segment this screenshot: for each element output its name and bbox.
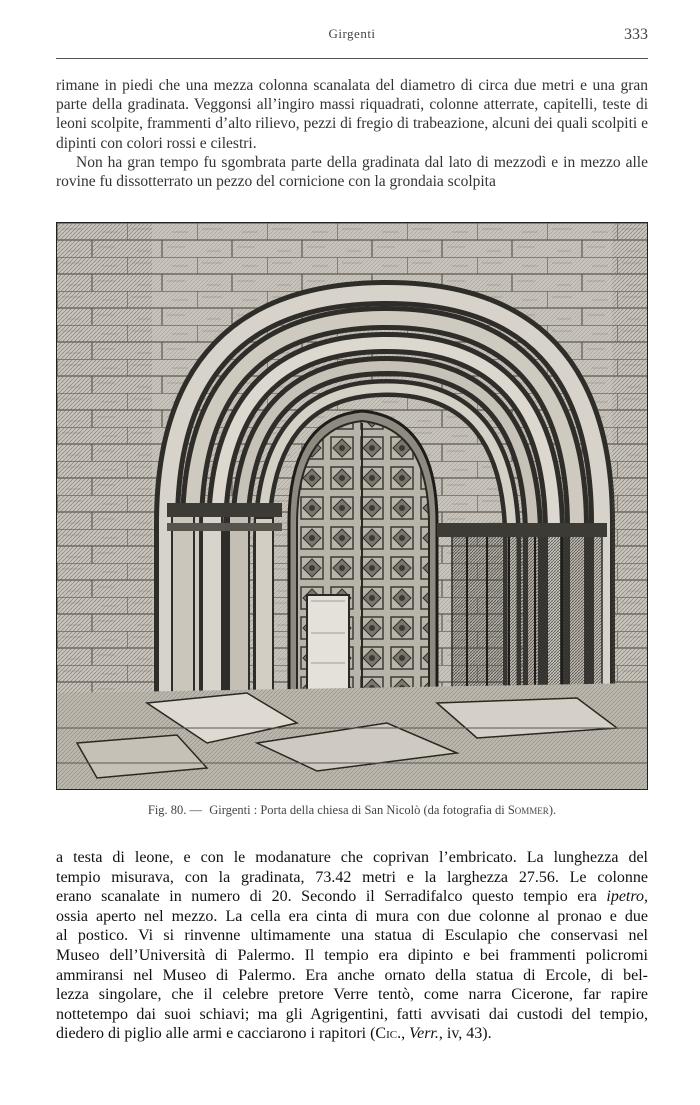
text-line: [56, 1024, 648, 1044]
engraving-figure: [56, 222, 648, 790]
text-line: tempio misurava, con la gradinata, 73.42 metri e la larghezza 27.56. Le colonne: [56, 868, 648, 886]
citation-cic: Cic.: [375, 1025, 402, 1043]
text-line: ossia aperto nel mezzo. La cella era cinta di mura con due colonne al pronao e due: [56, 907, 648, 925]
header-rule: [56, 58, 648, 59]
text-line: Museo dell’Università di Palermo. Il tempio era dipinto e bei frammenti policromi: [56, 946, 648, 964]
text-line: ammiransi nel Museo di Palermo. Era anche ornato della statua di Ercole, di bel-: [56, 966, 648, 984]
bottom-text-block: [56, 848, 648, 1044]
page-number: 333: [624, 26, 648, 43]
text-run: erano scanalate in numero di 20. Secondo il Serradifalco questo tempio era: [56, 888, 597, 906]
text-run: ,: [401, 1025, 410, 1043]
figure-caption: [56, 803, 648, 818]
caption-text: Girgenti : Porta della chiesa di San Nicolò (da fotografia di: [209, 803, 505, 817]
text-run: diedero di piglio alle armi e cacciarono i rapitori (: [56, 1025, 376, 1043]
text-line: nottetempo dai suoi schiavi; ma gli Agrigentini, fatti avvisati dai custodi del tempio,: [56, 1005, 648, 1023]
text-line: lezza singolare, che il celebre pretore Verre tentò, come narra Cicerone, far rapire: [56, 986, 648, 1004]
text-line: [56, 887, 648, 907]
caption-end: ).: [548, 803, 557, 817]
citation-verr: Verr.: [409, 1025, 439, 1043]
paragraph-gradinata: Non ha gran tempo fu sgombrata parte della gradinata dal lato di mezzodì e in mezzo alle rovine fu dissotterrato un pezzo del cornicione con la grondaia scolpita: [56, 153, 648, 191]
paragraph-continuation: rimane in piedi che una mezza colonna scanalata del diametro di circa due metri e una gran parte della gradinata. Veggonsi all’ingiro massi riquadrati, colonne atterrate, capitelli, teste di leoni scolpite, frammenti d’alto rilievo, pezzi di fregio di trabeazione, alcuni dei quali scolpiti e dipinti con colori rossi e cilestri.: [56, 77, 648, 152]
figure-label: Fig. 80. —: [147, 803, 203, 817]
top-text-block: [56, 76, 648, 191]
running-title: Girgenti: [328, 26, 376, 41]
text-run: , iv, 43).: [438, 1025, 492, 1043]
text-line: al postico. Vi si rinvenne ultimamente una statua di Esculapio che conservasi nel: [56, 927, 648, 945]
text-line: a testa di leone, e con le modanature che coprivan l’embricato. La lunghezza del: [56, 849, 648, 866]
italic-term: ipetro,: [606, 888, 648, 906]
running-head: [56, 26, 648, 48]
church-portal-engraving: [57, 223, 647, 789]
caption-credit: Sommer: [507, 803, 549, 817]
